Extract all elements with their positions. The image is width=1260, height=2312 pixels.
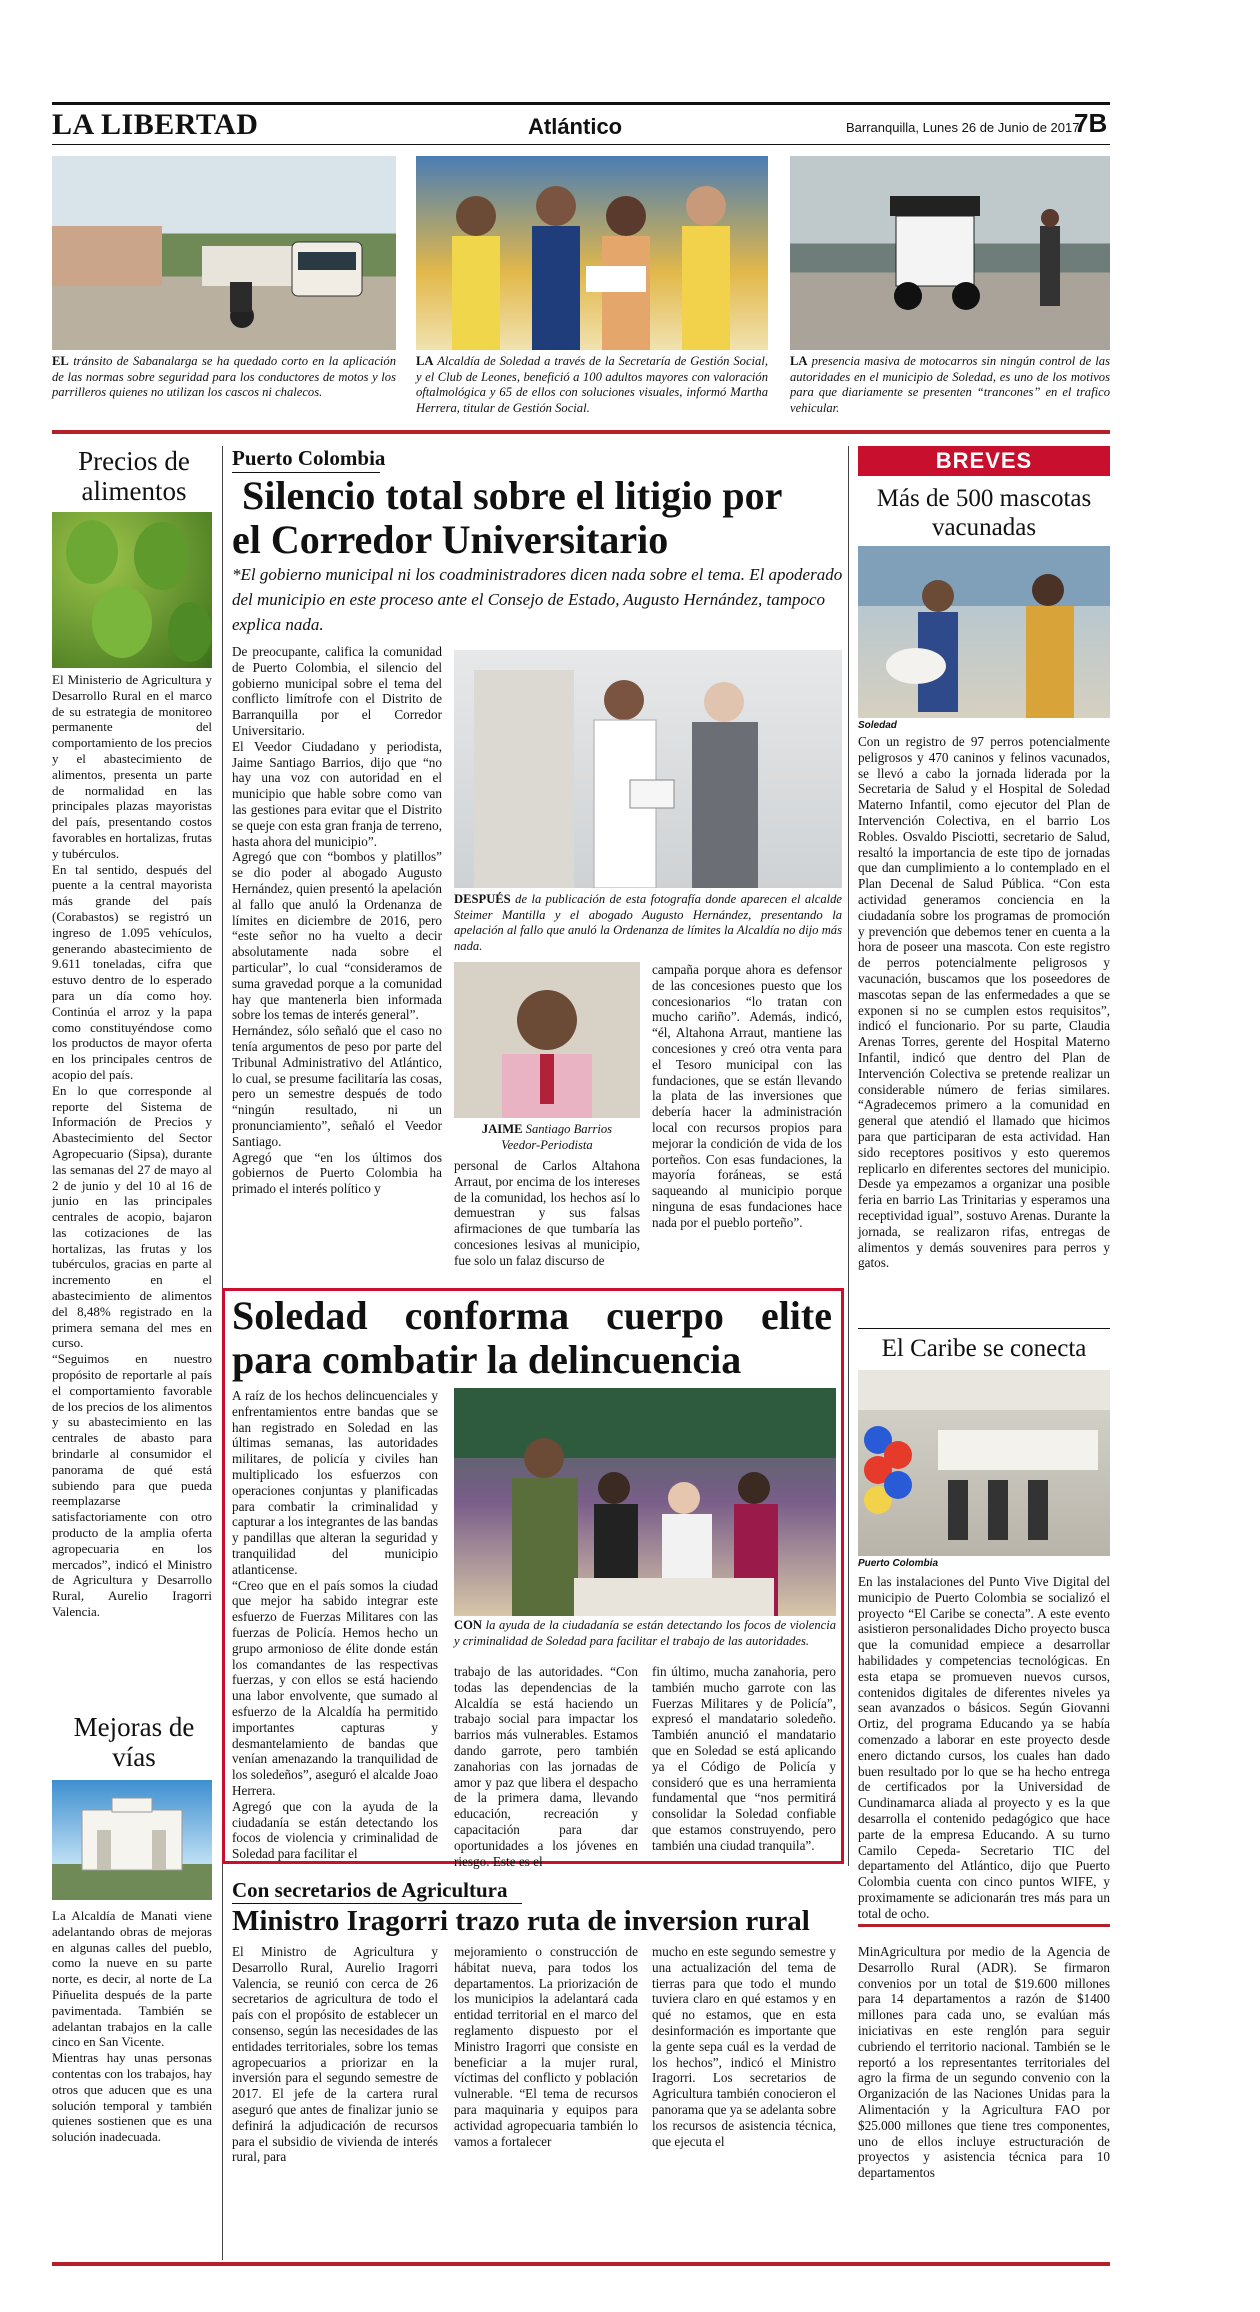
vias-body (52, 1908, 212, 2145)
caption-text: tránsito de Sabanalarga se ha quedado corto en la aplicación de las normas sobre seguridad para los conductores de motos y los parrilleros quienes no utilizan los cascos ni chalecos. (52, 354, 396, 399)
traffic-photo-art (52, 156, 396, 350)
house-photo (52, 1780, 212, 1900)
caption-lead: JAIME (481, 1122, 523, 1136)
agri-col-2: mejoramiento o construcción de hábitat nueva, para todos los departamentos. La priorización de los municipios la adelantará cada entidad territorial en el marco del reglamento dispuesto por el Ministro Iragorri que consiste en beneficiar a la mujer rural, víctimas del conflicto y población vulnerable. “El tema de recursos para maquinaria y equipos para actividad agropecuaria también lo vamos a fortalecer (454, 1944, 638, 2149)
precios-body (52, 672, 212, 1620)
pets-photo (858, 546, 1110, 718)
caption-lead: LA (416, 354, 434, 368)
paragraph: Hernández, sólo señaló que el caso no tenía argumentos de peso por parte del Tribunal Administrativo del Atlántico, lo cual, se presume facilitaría las cosas, pero un semestre después de todo “ningún resultado, ni un pronunciamiento”, señaló el Veedor Santiago. (232, 1023, 442, 1149)
caption-lead: DESPUÉS (454, 892, 511, 906)
avocado-photo (52, 512, 212, 668)
veedor-portrait (454, 962, 640, 1118)
caribe-title: El Caribe se conecta (881, 1335, 1087, 1362)
paragraph: De preocupante, califica la comunidad de Puerto Colombia, el silencio del gobierno municipal sobre el tema del conflicto limítrofe con el Distrito de Barranquilla por el Corredor Universitario. (232, 644, 442, 738)
paragraph: El Ministerio de Agricultura y Desarrollo Rural en el marco de su estrategia de monitoreo permanente del comportamiento de los precios y el abastecimiento de alimentos, presenta un parte de normalidad en las principales plazas mayoristas del país, presentando costos favorables en hortalizas, frutas y tubérculos. (52, 672, 212, 861)
caption-lead: EL (52, 354, 69, 368)
lead-kicker: Puerto Colombia (232, 446, 386, 470)
mascotas-title: Más de 500 mascotas vacunadas (876, 485, 1092, 541)
lions-photo-art (416, 156, 768, 350)
agri-kicker: Con secretarios de Agricultura (232, 1878, 508, 1902)
caption-text: presencia masiva de motocarros sin ningún control de las autoridades en el municipio de Soledad, es uno de los motivos para que diariamente se presenten “trancones” en el trafico vehicular. (790, 354, 1110, 415)
motocarros-photo (790, 156, 1110, 350)
pets-photo-credit: Soledad (858, 720, 897, 731)
appeal-caption (454, 892, 842, 954)
top-caption-3 (790, 354, 1110, 416)
lead-headline-2: el Corredor Universitario (232, 517, 669, 562)
paragraph: En lo que corresponde al reporte del Sistema de Información de Precios y Abastecimiento del Sector Agropecuario (Sipsa), durante las semanas del 27 de mayo al 2 de junio y del 10 al 16 de junio en las principales centrales de acopio, bajaron las cotizaciones de las hortalizas, las frutas y los tubérculos, gracias en parte al incremento en el abastecimiento de alimentos del 8,48% registrado en la primera semana del mes en curso. (52, 1082, 212, 1351)
military-meeting-photo-art (454, 1388, 836, 1616)
paragraph: La Alcaldía de Manati viene adelantando obras de mejoras en algunas calles del pueblo, como la nueve en su parte norte, es decir, al norte de La Piñuelita después de la parte pavimentada. También se adelantan trabajos en la calle cinco en San Vicente. (52, 1908, 212, 2050)
lead-col-1 (232, 644, 442, 1197)
soledad-col-2: trabajo de las autoridades. “Con todas las dependencias de la Alcaldía se está haciendo un trabajo social para impactar los barrios más vulnerables. Estamos dando garrote, pero también zanahorias con las jornadas de amor y paz que libera el despacho de la primera dama, llevando educación, recreación y capacitación para dar oportunidades a los jóvenes en riesgo. Este es el (454, 1664, 638, 1869)
paragraph: “Seguimos en nuestro propósito de reportarle al país el comportamiento favorable de los precios de los alimentos y su abastecimiento en las centrales de abasto para brindarle al consumidor el panorama de qué está subiendo para que pueda reemplazarse satisfactoriamente con otro producto de la amplia oferta agropecuaria en los mercados”, indicó el Ministro de Agricultura y Desarrollo Rural, Aurelio Iragorri Valencia. (52, 1351, 212, 1620)
veedor-role: Veedor-Periodista (501, 1137, 593, 1152)
lead-headline-1: Silencio total sobre el litigio por (242, 473, 783, 518)
caribe-photo-credit: Puerto Colombia (858, 1558, 939, 1569)
military-meeting-photo (454, 1388, 836, 1616)
column-divider (848, 446, 849, 1866)
traffic-photo (52, 156, 396, 350)
caption-text: la ayuda de la ciudadanía se están detectando los focos de violencia y criminalidad de Soledad para facilitar el trabajo de las autoridades. (454, 1618, 836, 1648)
caribe-photo-art (858, 1370, 1110, 1556)
lead-col-3: campaña porque ahora es defensor de las concesiones puesto que los concesionarios “lo tratan con mucho cariño”. Además, indicó, “él, Altahona Arraut, mantiene las concesiones y creó otra venta para el Tesoro municipal con las fundaciones, que se están llevando la plata de las inversiones que debería hacer la administración local con recursos propios para mejorar la condición de vida de los porteños. Con esas fundaciones, la mayoría foráneas, se está saqueando al municipio porque ninguna de esas fundaciones hace nada por el pueblo porteño”. (652, 962, 842, 1230)
veedor-caption (454, 1122, 640, 1153)
agri-col-1: El Ministro de Agricultura y Desarrollo Rural, Aurelio Iragorri Valencia, se reunió con cerca de 26 secretarios de agricultura de todo el país con el propósito de establecer un consenso, según las necesidades de las entidades territoriales, sobre los temas agropecuarios a priorizar en la inversión para el segundo semestre de 2017. El jefe de la cartera rural aseguró que antes de finalizar junio se definirá la adjudicación de recursos para el subsidio de vivienda de interés rural, para (232, 1944, 438, 2165)
avocado-photo-art (52, 512, 212, 668)
pets-photo-art (858, 546, 1110, 718)
caption-lead: CON (454, 1618, 482, 1632)
mascotas-body: Con un registro de 97 perros potencialmente peligrosos y 470 caninos y felinos vacunados, se llevó a cabo la jornada liderada por la Secretaria de Salud y el Hospital de Soledad Materno Infantil, como ejecutor del Plan de Intervención Colectiva, en el barrio Los Robles. Osvaldo Pisciotti, secretario de Salud, resaltó la importancia de este tipo de jornadas que dan cumplimiento a lo contemplado en el Plan Decenal de Salud Pública. “Con esta actividad generamos conciencia en la ciudadanía sobre los programas de promoción y prevención que debemos tener en cuenta a la hora de poseer una mascota. Con este registro de perros potencialmente peligrosos y vacunación, buscamos que los poseedores de mascotas sepan de las enfermedades a que se exponen si no se cumplen estos requisitos”, indicó el funcionario. Por su parte, Claudia Arenas Torres, gerente del Hospital Materno Infantil, indicó que dentro del Plan de Intervención Colectiva se pretende realizar un considerable número de ferias similares. “Agradecemos primero a la comunidad en general que atendió el llamado que hicimos para que participaran de esta actividad. Han sido receptores positivos y esto queremos replicarlo en diferentes sectores del municipio. Desde ya empezamos a organizar una posible feria en barrio Las Trinitarias y esperamos una receptividad igual”, sostuvo Arenas. Durante la jornada, se realizaron rifas, entregas de alimentos y demás souvenires para perros y gatos. (858, 734, 1110, 1271)
caption-lead: LA (790, 354, 808, 368)
paragraph: A raíz de los hechos delincuenciales y enfrentamientos entre bandas que se han registrado en Soledad en las últimas semanas, las autoridades militares, de policía y civiles han multiplicado los esfuerzos con operaciones conjuntas y planificadas para combatir la criminalidad y capturar a los integrantes de las bandas y pandillas que alteran la seguridad y tranquilidad del municipio atlanticense. (232, 1388, 438, 1577)
appeal-photo (454, 650, 842, 888)
paragraph: Agregó que con “bombos y platillos” se dio poder al abogado Augusto Hernández, quien presentó la apelación al fallo que anuló la Ordenanza de límites en diciembre de 2016, pero “este señor no ha vuelto a decir absolutamente nada sobre el particular”, lo cual “consideramos de suma gravedad porque a la comunidad hay que mantenerla bien informada sobre los temas de interés general”. (232, 849, 442, 1023)
lions-photo (416, 156, 768, 350)
military-caption (454, 1618, 836, 1649)
house-photo-art (52, 1780, 212, 1900)
paragraph: El Veedor Ciudadano y periodista, Jaime Santiago Barrios, dijo que “no hay una voz con autoridad en el municipio que hable sobre como van las gestiones para evitar que el Distrito se queje con esta gran franja de terreno, hasta ahora del municipio”. (232, 738, 442, 849)
paragraph: Mientras hay unas personas contentas con los trabajos, hay otros que aducen que es una solución temporal y también quienes sostienen que es una solución inadecuada. (52, 2050, 212, 2145)
top-caption-2 (416, 354, 768, 416)
top-caption-1 (52, 354, 396, 401)
paragraph: Agregó que con la ayuda de la ciudadanía se están detectando los focos de violencia y criminalidad de Soledad para facilitar el (232, 1798, 438, 1862)
caption-text: de la publicación de esta fotografía donde aparecen el alcalde Steimer Mantilla y el abogado Augusto Hernández, presentando la apelación al fallo que anuló la Ordenanza de límites la Alcaldía no dijo más nada. (454, 892, 842, 953)
soledad-col-3: fin último, mucha zanahoria, pero también mucho garrote con las Fuerzas Militares y de Policía”, expresó el mandatario soledeño. También anunció el mandatario que en Soledad se está aplicando ya el Código de Policía y consideró que es una herramienta fundamental que “nos permitirá consolidar la Soledad confiable que estamos construyendo, pero también una ciudad tranquila”. (652, 1664, 836, 1853)
vias-title: Mejoras de vías (73, 1712, 195, 1772)
page-number: 7B (1074, 108, 1108, 138)
breves-bottom-rule (858, 1924, 1110, 1927)
paragraph: En tal sentido, después del puente a la central mayorista más grande del país (Corabastos) se registró un ingreso de 1.095 vehículos, generando abastecimiento de 9.611 toneladas, cifra que estuvo dentro de lo esperado para un día como hoy. Continúa el arroz y la papa como constituyéndose como los productos de mayor oferta en los principales centros de acopio del país. (52, 861, 212, 1082)
bottom-rule (52, 2262, 1110, 2266)
caribe-photo (858, 1370, 1110, 1556)
breves-banner: BREVES (858, 446, 1110, 476)
caribe-body: En las instalaciones del Punto Vive Digital del municipio de Puerto Colombia se socializó el proyecto “El Caribe se conecta”. A este evento asistieron personalidades Dicho proyecto busca que la comunidad empiece a desarrollar habilidades y competencias tecnológicas. En esta etapa se promueven nuevos cursos, contenidos digitales de diferentes niveles ya sean avanzados o básicos. Según Giovanni Ortiz, del programa Educando ya se había comenzado a laborar en este proyecto desde enero dictando cursos, los cuales han dado buen resultado por lo que se ha hecho entrega de certificados por la Universidad de Cundinamarca aliada al proyecto y es la que desarrolla el contenido pedagógico que hace parte de la empresa Educando. A su turno Camilo Cepeda- Secretario TIC del departamento del Atlántico, dijo que Puerto Colombia cuenta con cinco puntos WIFE, y proximamente se adicionarán tres más para un total de ocho. (858, 1574, 1110, 1921)
precios-title: Precios de alimentos (78, 446, 190, 506)
veedor-name: Santiago Barrios (525, 1122, 613, 1136)
veedor-name-line (454, 1122, 640, 1138)
paragraph: Agregó que “en los últimos dos gobiernos de Puerto Colombia ha primado el interés político y (232, 1149, 442, 1197)
agri-col-4: MinAgricultura por medio de la Agencia de Desarrollo Rural (ADR). Se firmaron convenios por un total de $19.600 millones para 14 departamentos a razón de $1400 millones para cada uno, se evalúan más iniciativas en este renglón para seguir cubriendo el territorio nacional. También se le reportó a los representantes territoriales del agro la firma de un segundo convenio con la Organización de las Naciones Unidas para la Alimentación y la Agricultura FAO por $25.000 millones que tiene tres componentes, uno de ellos incluye estructuración de proyectos y asistencia técnica para 10 departamentos (858, 1944, 1110, 2181)
motocarros-photo-art (790, 156, 1110, 350)
soledad-col-1 (232, 1388, 438, 1862)
soledad-headline-2: para combatir la delincuencia (232, 1337, 742, 1382)
appeal-photo-art (454, 650, 842, 888)
agri-col-3: mucho en este segundo semestre y una actualización del tema de tierras para que todo el mundo tuviera claro en qué estamos y en qué no estamos, que en esta desinformación es importante que la gente sepa cuál es la verdad de los hechos”, indicó el Ministro Iragorri. Los secretarios de Agricultura también conocieron el panorama que ya se adelanta sobre los recursos de asistencia técnica, que ejecuta el (652, 1944, 836, 2149)
veedor-portrait-art (454, 962, 640, 1118)
agri-headline: Ministro Iragorri trazo ruta de inversion rural (232, 1905, 810, 1937)
lead-col-2: personal de Carlos Altahona Arraut, por encima de los intereses de la comunidad, los hechos así lo demuestran y sus falsas afirmaciones de que tumbaría las concesiones lesivas al municipio, fue solo un falaz discurso de (454, 1158, 640, 1268)
masthead-rule (52, 144, 1110, 145)
soledad-headline-1: Soledad conforma cuerpo elite (232, 1293, 832, 1338)
section-divider (52, 430, 1110, 434)
dateline: Barranquilla, Lunes 26 de Junio de 2017 (846, 120, 1080, 135)
paragraph: “Creo que en el país somos la ciudad que mejor ha sabido integrar este esfuerzo de Fuerzas Militares con las fuerzas de Policía. Hemos hecho un grupo armonioso de élite donde están los comandantes de las respectivas fuerzas, y con ellos se está haciendo una labor envolvente, que sumado al esfuerzo de la Alcaldía ha permitido importantes capturas y desmantelamiento de bandas que venían amenazando la tranquilidad de los soledeños”, aseguró el alcalde Joao Herrera. (232, 1577, 438, 1798)
section-name: Atlántico (528, 114, 623, 139)
breves-divider (858, 1328, 1110, 1329)
caption-text: Alcaldía de Soledad a través de la Secretaría de Gestión Social, y el Club de Leones, benefició a 100 adultos mayores con valoración oftalmológica y 65 de ellos con soluciones visuales, informó Martha Herrera, titular de Gestión Social. (416, 354, 768, 415)
paper-name: LA LIBERTAD (52, 108, 259, 141)
lead-subhead: *El gobierno municipal ni los coadministradores dicen nada sobre el tema. El apoderado del municipio en este proceso ante el Consejo de Estado, Augusto Hernández, tampoco explica nada. (232, 565, 843, 634)
top-rule (52, 102, 1110, 105)
